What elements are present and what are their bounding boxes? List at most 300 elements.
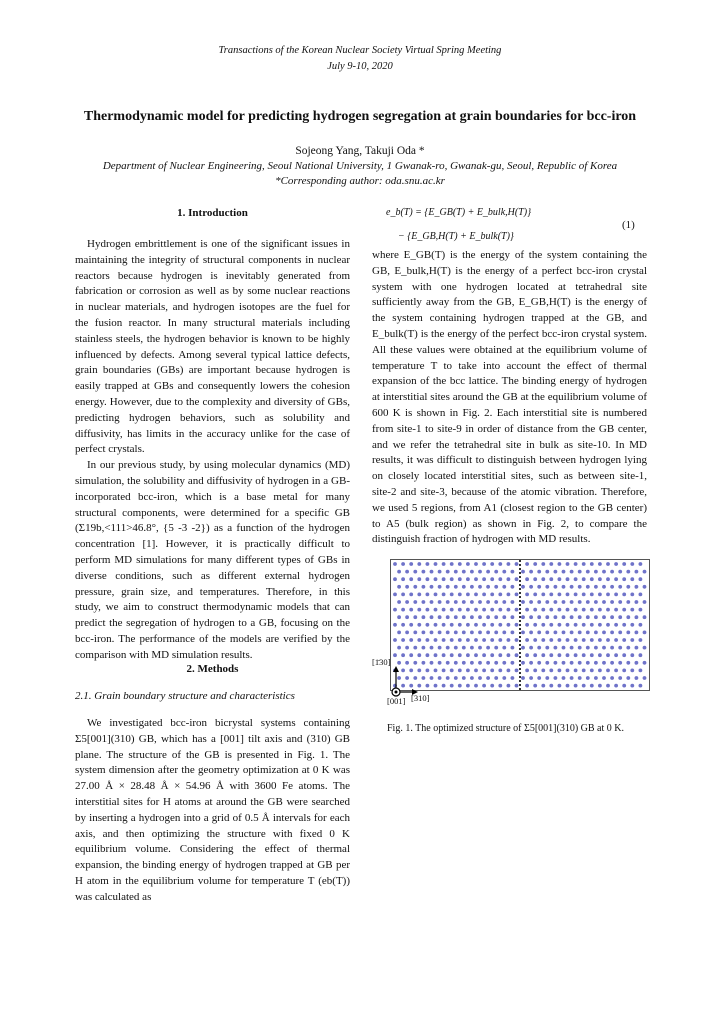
fe-atom xyxy=(558,593,562,597)
fe-atom xyxy=(606,684,610,688)
fe-atom xyxy=(643,646,647,650)
fe-atom xyxy=(639,669,643,673)
fe-atom xyxy=(525,562,529,566)
fe-atom xyxy=(482,562,486,566)
fe-atom xyxy=(466,562,470,566)
fe-atom xyxy=(466,684,470,688)
fe-atom xyxy=(566,608,570,612)
fe-atom xyxy=(594,585,598,589)
fe-atom xyxy=(409,562,413,566)
fe-atom xyxy=(458,562,462,566)
fe-atom xyxy=(482,623,486,627)
fe-atom xyxy=(502,676,506,680)
fe-atom xyxy=(554,615,558,619)
axis-out-label: [001] xyxy=(387,696,406,706)
fe-atom xyxy=(393,608,397,612)
fe-atom xyxy=(639,562,643,566)
fe-atom xyxy=(545,631,549,635)
fe-atom xyxy=(422,631,426,635)
fe-atom xyxy=(614,593,618,597)
fe-atom xyxy=(409,638,413,642)
fe-atom xyxy=(554,570,558,574)
fe-atom xyxy=(562,600,566,604)
fe-atom xyxy=(515,623,519,627)
fe-atom xyxy=(602,600,606,604)
fe-atom xyxy=(639,593,643,597)
fe-atom xyxy=(618,570,622,574)
fe-atom xyxy=(635,570,639,574)
fe-atom xyxy=(466,669,470,673)
fe-atom xyxy=(511,570,515,574)
fe-atom xyxy=(521,570,525,574)
fe-atom xyxy=(401,577,405,581)
fe-atom xyxy=(590,684,594,688)
fe-atom xyxy=(630,638,634,642)
fe-atom xyxy=(639,577,643,581)
fe-atom xyxy=(554,661,558,665)
fe-atom xyxy=(525,669,529,673)
fe-atom xyxy=(529,631,533,635)
fe-atom xyxy=(570,585,574,589)
fe-atom xyxy=(466,593,470,597)
fe-atom xyxy=(549,669,553,673)
fe-atom xyxy=(529,600,533,604)
fe-atom xyxy=(502,570,506,574)
fe-atom xyxy=(610,570,614,574)
fe-atom xyxy=(482,608,486,612)
fe-atom xyxy=(466,623,470,627)
fe-atom xyxy=(462,615,466,619)
fe-atom xyxy=(606,608,610,612)
fe-atom xyxy=(598,608,602,612)
fe-atom xyxy=(618,631,622,635)
fe-atom xyxy=(458,577,462,581)
fe-atom xyxy=(405,570,409,574)
fe-atom xyxy=(610,676,614,680)
fe-atom xyxy=(582,562,586,566)
fe-atom xyxy=(511,676,515,680)
intro-paragraph-2: In our previous study, by using molecular dynamics (MD) simulation, the solubility and diffusivity of hydrogen in a GB-incorporated bcc-iron, which is a base metal for many structural components, were determined for a specific GB (Σ19b,<111>46.8°, {5 -3 -2}) as a function of the hydrogen concentration [1]. However, it is practically difficult to perform MD simulations for many different types of GBs in diverse conditions, such as different external hydrogen pressure, grain size, and temperatures. Therefore, in this study, we aim to construct thermodynamic models that can predict the segregation of hydrogen to a GB, focusing on the bcc-iron. The performance of the models are verified by the comparison with MD simulation results. xyxy=(75,459,350,661)
fe-atom xyxy=(494,631,498,635)
fe-atom xyxy=(525,684,529,688)
fe-atom xyxy=(549,577,553,581)
fe-atom xyxy=(590,562,594,566)
fe-atom xyxy=(494,661,498,665)
fe-atom xyxy=(635,600,639,604)
fe-atom xyxy=(490,638,494,642)
fe-atom xyxy=(450,669,454,673)
fe-atom xyxy=(401,593,405,597)
fe-atom xyxy=(610,646,614,650)
fe-atom xyxy=(566,653,570,657)
fe-atom xyxy=(442,577,446,581)
fe-atom xyxy=(549,593,553,597)
fe-atom xyxy=(626,646,630,650)
fe-atom xyxy=(562,646,566,650)
fe-atom xyxy=(537,661,541,665)
fe-atom xyxy=(578,570,582,574)
fe-atom xyxy=(450,684,454,688)
fe-atom xyxy=(462,600,466,604)
fe-atom xyxy=(618,585,622,589)
fe-atom xyxy=(430,600,434,604)
fe-atom xyxy=(434,638,438,642)
fe-atom xyxy=(446,570,450,574)
fe-atom xyxy=(549,684,553,688)
fe-atom xyxy=(430,646,434,650)
fe-atom xyxy=(630,684,634,688)
fe-atom xyxy=(549,653,553,657)
fe-atom xyxy=(426,623,430,627)
fe-atom xyxy=(574,638,578,642)
fe-atom xyxy=(582,577,586,581)
fe-atom xyxy=(562,615,566,619)
fe-atom xyxy=(490,653,494,657)
fe-atom xyxy=(610,585,614,589)
fe-atom xyxy=(466,653,470,657)
fe-atom xyxy=(446,585,450,589)
fe-atom xyxy=(566,623,570,627)
fe-atom xyxy=(598,623,602,627)
fe-atom xyxy=(529,646,533,650)
fe-atom xyxy=(594,570,598,574)
fe-atom xyxy=(409,623,413,627)
fe-atom xyxy=(529,661,533,665)
fe-atom xyxy=(541,562,545,566)
fe-atom xyxy=(397,615,401,619)
fe-atom xyxy=(594,646,598,650)
fe-atom xyxy=(458,623,462,627)
fe-atom xyxy=(570,570,574,574)
fe-atom xyxy=(622,653,626,657)
fe-atom xyxy=(502,615,506,619)
fe-atom xyxy=(442,562,446,566)
fe-atom xyxy=(643,570,647,574)
fe-atom xyxy=(511,600,515,604)
fe-atom xyxy=(438,585,442,589)
fe-atom xyxy=(502,600,506,604)
fe-atom xyxy=(450,653,454,657)
fe-atom xyxy=(474,653,478,657)
fe-atom xyxy=(462,585,466,589)
fe-atom xyxy=(482,684,486,688)
fe-atom xyxy=(446,661,450,665)
fe-atom xyxy=(470,661,474,665)
fe-atom xyxy=(434,593,438,597)
fe-atom xyxy=(635,646,639,650)
fe-atom xyxy=(490,608,494,612)
fe-atom xyxy=(541,593,545,597)
fe-atom xyxy=(582,684,586,688)
fe-atom xyxy=(490,684,494,688)
fe-atom xyxy=(614,623,618,627)
conference-date: July 9-10, 2020 xyxy=(327,61,393,72)
fe-atom xyxy=(454,646,458,650)
axis-up-arrowhead xyxy=(393,666,399,672)
fe-atom xyxy=(582,608,586,612)
fe-atom xyxy=(458,638,462,642)
fe-atom xyxy=(529,615,533,619)
fe-atom xyxy=(454,600,458,604)
fe-atom xyxy=(554,585,558,589)
fe-atom xyxy=(494,615,498,619)
fe-atom xyxy=(466,638,470,642)
fe-atom xyxy=(639,653,643,657)
fe-atom xyxy=(450,577,454,581)
fe-atom xyxy=(474,562,478,566)
fe-atom xyxy=(643,585,647,589)
fe-atom xyxy=(554,631,558,635)
fe-atom xyxy=(486,646,490,650)
fe-atom xyxy=(537,585,541,589)
fe-atom xyxy=(618,615,622,619)
fe-atom xyxy=(450,562,454,566)
fe-atom xyxy=(614,684,618,688)
fe-atom xyxy=(635,661,639,665)
fe-atom xyxy=(434,608,438,612)
fe-atom xyxy=(498,562,502,566)
fe-atom xyxy=(590,638,594,642)
fe-atom xyxy=(614,638,618,642)
fe-atom xyxy=(470,615,474,619)
fe-atom xyxy=(541,623,545,627)
fe-atom xyxy=(442,623,446,627)
fe-atom xyxy=(498,593,502,597)
fe-atom xyxy=(511,615,515,619)
fe-atom xyxy=(614,653,618,657)
fe-atom xyxy=(537,646,541,650)
fe-atom xyxy=(598,593,602,597)
fe-atom xyxy=(643,615,647,619)
fe-atom xyxy=(482,638,486,642)
fe-atom xyxy=(450,608,454,612)
fe-atom xyxy=(541,653,545,657)
equation-line-1: e_b(T) = {E_GB(T) + E_bulk,H(T)} xyxy=(386,207,532,218)
fe-atom xyxy=(566,593,570,597)
fe-atom xyxy=(574,562,578,566)
fe-atom xyxy=(618,646,622,650)
fe-atom xyxy=(413,631,417,635)
fe-atom xyxy=(566,577,570,581)
fe-atom xyxy=(401,623,405,627)
fe-atom xyxy=(533,608,537,612)
fe-atom xyxy=(549,623,553,627)
fe-atom xyxy=(558,684,562,688)
fe-atom xyxy=(602,661,606,665)
fe-atom xyxy=(574,593,578,597)
fe-atom xyxy=(586,661,590,665)
fe-atom xyxy=(397,570,401,574)
conference-header: Transactions of the Korean Nuclear Society Virtual Spring Meeting xyxy=(218,45,502,56)
fe-atom xyxy=(614,562,618,566)
fe-atom xyxy=(582,653,586,657)
paper-title: Thermodynamic model for predicting hydrogen segregation at grain boundaries for bcc-iron xyxy=(83,109,637,124)
fe-atom xyxy=(393,577,397,581)
fe-atom xyxy=(574,669,578,673)
fe-atom xyxy=(602,676,606,680)
fe-atom xyxy=(478,661,482,665)
fe-atom xyxy=(622,593,626,597)
fe-atom xyxy=(533,638,537,642)
fe-atom xyxy=(554,676,558,680)
fe-atom xyxy=(643,631,647,635)
fe-atom xyxy=(602,585,606,589)
fe-atom xyxy=(537,676,541,680)
intro-body xyxy=(75,237,350,664)
fe-atom xyxy=(626,676,630,680)
fe-atom xyxy=(430,570,434,574)
fe-atom xyxy=(594,615,598,619)
fe-atom xyxy=(598,562,602,566)
fe-atom xyxy=(478,570,482,574)
fe-atom xyxy=(626,585,630,589)
fe-atom xyxy=(454,570,458,574)
fe-atom xyxy=(454,631,458,635)
fe-atom xyxy=(430,585,434,589)
fe-atom xyxy=(643,676,647,680)
fe-atom xyxy=(562,570,566,574)
corresponding-author: *Corresponding author: oda.snu.ac.kr xyxy=(275,175,445,187)
fe-atom xyxy=(537,631,541,635)
fe-atom xyxy=(470,585,474,589)
fe-atom xyxy=(566,669,570,673)
fe-atom xyxy=(614,608,618,612)
fe-atom xyxy=(502,661,506,665)
equation-line-2: − {E_GB,H(T) + E_bulk(T)} xyxy=(398,231,514,242)
fe-atom xyxy=(643,600,647,604)
fe-atom xyxy=(454,615,458,619)
fe-atom xyxy=(626,661,630,665)
fe-atom xyxy=(417,638,421,642)
fe-atom xyxy=(578,585,582,589)
fe-atom xyxy=(626,570,630,574)
fe-atom xyxy=(409,577,413,581)
fe-atom xyxy=(630,593,634,597)
fe-atom xyxy=(393,562,397,566)
fe-atom xyxy=(462,631,466,635)
fe-atom xyxy=(458,608,462,612)
fe-atom xyxy=(586,615,590,619)
fe-atom xyxy=(618,676,622,680)
fe-atom xyxy=(417,593,421,597)
fe-atom xyxy=(618,661,622,665)
fe-atom xyxy=(434,577,438,581)
fe-atom xyxy=(413,600,417,604)
fe-atom xyxy=(586,585,590,589)
figure-1-caption: Fig. 1. The optimized structure of Σ5[001](310) GB at 0 K. xyxy=(387,723,624,734)
fe-atom xyxy=(606,577,610,581)
intro-section xyxy=(75,206,350,222)
fe-atom xyxy=(578,646,582,650)
fe-atom xyxy=(397,585,401,589)
fe-atom xyxy=(502,646,506,650)
fe-atom xyxy=(558,577,562,581)
fe-atom xyxy=(442,593,446,597)
affiliation: Department of Nuclear Engineering, Seoul National University, 1 Gwanak-ro, Gwanak-gu, Seoul, Republic of Korea xyxy=(102,160,618,172)
fe-atom xyxy=(521,661,525,665)
fe-atom xyxy=(498,577,502,581)
fe-atom xyxy=(586,676,590,680)
fe-atom xyxy=(515,669,519,673)
fe-atom xyxy=(486,615,490,619)
fe-atom xyxy=(525,608,529,612)
fe-atom xyxy=(586,631,590,635)
fe-atom xyxy=(635,676,639,680)
fe-atom xyxy=(470,631,474,635)
axis-out-dot xyxy=(395,691,398,694)
fe-atom xyxy=(545,570,549,574)
fe-atom xyxy=(462,676,466,680)
fe-atom xyxy=(541,669,545,673)
intro-paragraph-1: Hydrogen embrittlement is one of the significant issues in maintaining the integrity of structural components in nuclear reactors because hydrogen is inevitably generated from fabrication or corrosion as well as by some nuclear reactions in nuclear materials, and hydrogen isotopes are the fuel for the fusion reactor. In many structural materials including stainless steels, the hydrogen behavior is known to be highly influenced by defects. Among several typical lattice defects, grain boundaries (GBs) are important because hydrogen is easily trapped at GBs and consequently lowers the cohesion energy. However, due to the complexity and diversity of GBs, predicting hydrogen behaviors, such as solubility and diffusivity, has limits in the accuracy unlike for the case of perfect crystals. xyxy=(75,238,350,456)
fe-atom xyxy=(502,585,506,589)
fe-atom xyxy=(537,600,541,604)
fe-atom xyxy=(630,562,634,566)
fe-atom xyxy=(622,669,626,673)
fe-atom xyxy=(622,638,626,642)
fe-atom xyxy=(515,653,519,657)
fe-atom xyxy=(454,676,458,680)
fe-atom xyxy=(541,608,545,612)
fe-atom xyxy=(462,646,466,650)
fe-atom xyxy=(529,570,533,574)
fe-atom xyxy=(486,661,490,665)
fe-atom xyxy=(498,608,502,612)
fe-atom xyxy=(614,669,618,673)
fe-atom xyxy=(521,615,525,619)
fe-atom xyxy=(537,615,541,619)
fe-atom xyxy=(635,615,639,619)
fe-atom xyxy=(438,646,442,650)
fe-atom xyxy=(438,631,442,635)
fe-atom xyxy=(438,615,442,619)
fe-atom xyxy=(606,669,610,673)
fe-atom xyxy=(409,593,413,597)
fe-atom xyxy=(490,593,494,597)
fe-atom xyxy=(606,623,610,627)
fe-atom xyxy=(590,577,594,581)
fe-atom xyxy=(507,669,511,673)
fe-atom xyxy=(578,676,582,680)
fe-atom xyxy=(578,615,582,619)
fe-atom xyxy=(507,577,511,581)
fe-atom xyxy=(511,661,515,665)
authors: Sojeong Yang, Takuji Oda * xyxy=(295,145,425,157)
fe-atom xyxy=(541,638,545,642)
fe-atom xyxy=(525,593,529,597)
fe-atom xyxy=(558,623,562,627)
fe-atom xyxy=(525,623,529,627)
fe-atom xyxy=(545,646,549,650)
fe-atom xyxy=(417,623,421,627)
fe-atom xyxy=(574,623,578,627)
fe-atom xyxy=(606,653,610,657)
fe-atom xyxy=(598,638,602,642)
fe-atom xyxy=(490,562,494,566)
fe-atom xyxy=(578,661,582,665)
fe-atom xyxy=(521,600,525,604)
fe-atom xyxy=(622,562,626,566)
fe-atom xyxy=(405,615,409,619)
fe-atom xyxy=(606,562,610,566)
fe-atom xyxy=(401,608,405,612)
fe-atom xyxy=(482,669,486,673)
fe-atom xyxy=(507,593,511,597)
right-column-body xyxy=(372,248,647,548)
fe-atom xyxy=(511,646,515,650)
fe-atom xyxy=(578,631,582,635)
fe-atom xyxy=(549,562,553,566)
